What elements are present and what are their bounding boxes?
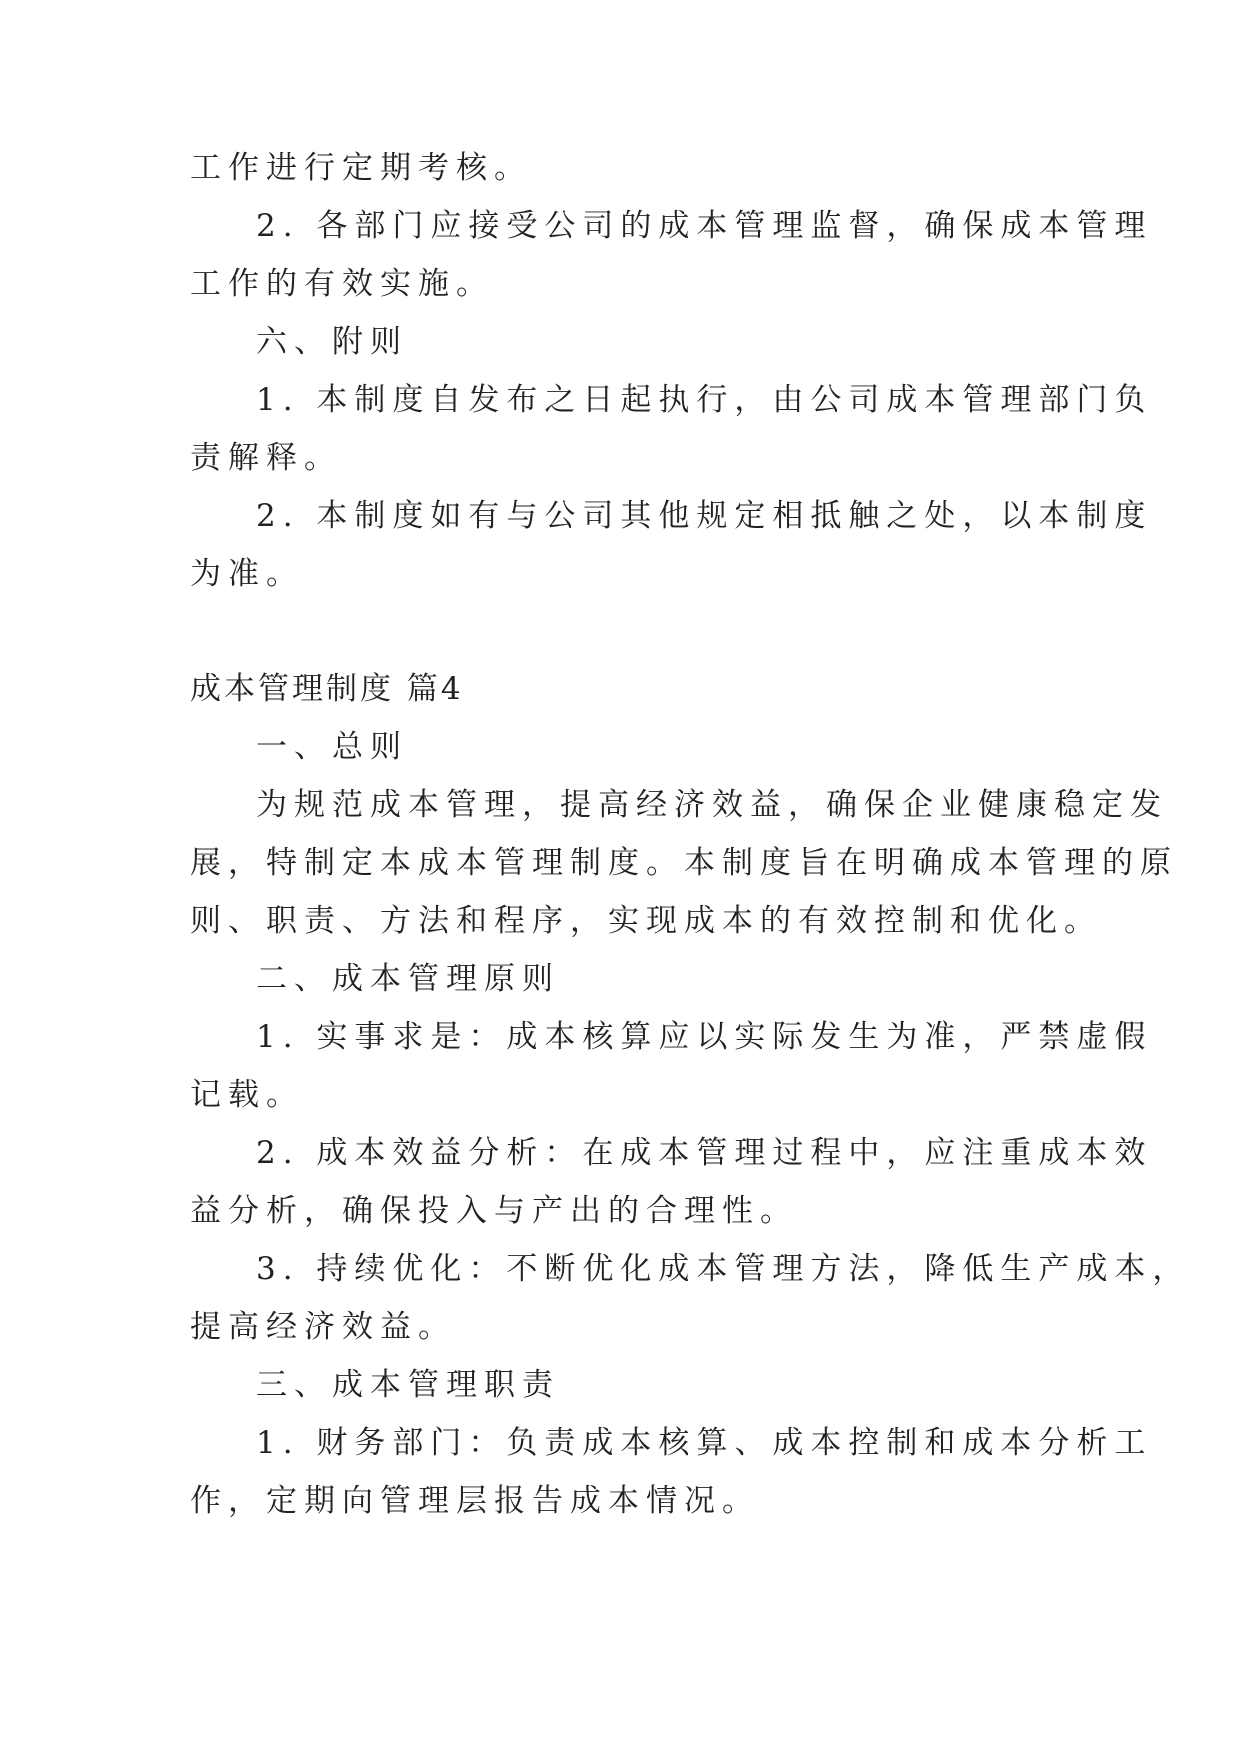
text-line: 2. 成本效益分析：在成本管理过程中，应注重成本效 (256, 1135, 1153, 1171)
text-line: 2. 各部门应接受公司的成本管理监督，确保成本管理 (256, 208, 1153, 244)
text-line: 工作进行定期考核。 (190, 150, 532, 186)
text-line: 3. 持续优化：不断优化成本管理方法，降低生产成本， (256, 1251, 1191, 1287)
text-line: 为准。 (190, 556, 304, 592)
text-line: 2. 本制度如有与公司其他规定相抵触之处，以本制度 (256, 498, 1153, 534)
section-heading: 一、总则 (256, 729, 408, 765)
text-line: 展，特制定本成本管理制度。本制度旨在明确成本管理的原 (190, 845, 1178, 881)
text-line: 作，定期向管理层报告成本情况。 (190, 1483, 760, 1519)
section-heading: 六、附则 (256, 324, 408, 360)
text-line: 则、职责、方法和程序，实现成本的有效控制和优化。 (190, 903, 1102, 939)
text-line: 1. 财务部门：负责成本核算、成本控制和成本分析工 (256, 1425, 1153, 1461)
section-heading: 二、成本管理原则 (256, 961, 560, 997)
text-line: 责解释。 (190, 440, 342, 476)
text-line: 工作的有效实施。 (190, 266, 494, 302)
text-line: 记载。 (190, 1077, 304, 1113)
section-heading: 三、成本管理职责 (256, 1367, 560, 1403)
text-line: 益分析，确保投入与产出的合理性。 (190, 1193, 798, 1229)
text-line: 为规范成本管理，提高经济效益，确保企业健康稳定发 (256, 787, 1168, 823)
text-line: 提高经济效益。 (190, 1309, 456, 1345)
text-line: 1. 本制度自发布之日起执行，由公司成本管理部门负 (256, 382, 1153, 418)
text-line: 1. 实事求是：成本核算应以实际发生为准，严禁虚假 (256, 1019, 1153, 1055)
document-title: 成本管理制度 篇4 (190, 671, 464, 707)
